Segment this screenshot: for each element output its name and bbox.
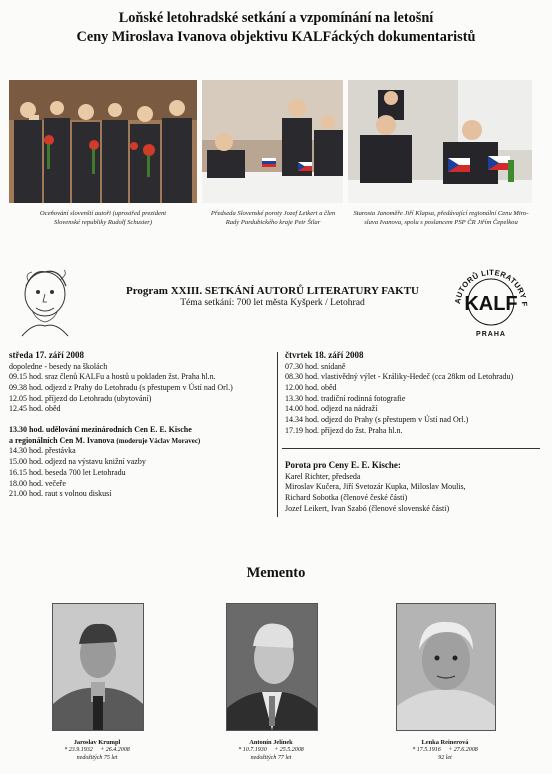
- portrait-antonin-jelinek: [226, 603, 318, 731]
- day1-item: 18.00 hod. večeře: [9, 478, 66, 488]
- program-title: Program XXIII. SETKÁNÍ AUTORŮ LITERATURY FAKTU: [126, 285, 419, 297]
- kalf-logo-center-text: KALF: [464, 293, 518, 315]
- photo-caption-3-line-1: Starosta Janoměře Jiří Klapsa, předávající regionální Cenu Miro-: [353, 210, 529, 217]
- kalf-logo-emblem: [448, 260, 534, 342]
- portrait-3-note: 92 let: [438, 755, 452, 761]
- day2-heading: čtvrtek 18. září 2008: [285, 350, 364, 360]
- day2-item: 13.30 hod. tradiční rodinná fotografie: [285, 393, 406, 403]
- photo-award-winners: [9, 80, 197, 203]
- portrait-2-name: Antonín Jelínek: [249, 739, 293, 746]
- photo-caption-2: [198, 210, 348, 227]
- day2-item: 14.34 hod. odjezd do Prahy (s přestupem v Ústí nad Orl.): [285, 415, 469, 425]
- sketch-portrait-logo: [14, 264, 76, 340]
- portrait-1-dates: * 23.9.1932 + 26.4.2008: [64, 747, 130, 753]
- portrait-3-dates: * 17.5.1916 + 27.6.2008: [412, 747, 478, 753]
- photo-caption-1-line-1: Oceňování slovenští autoři (uprostřed prezident: [39, 210, 167, 217]
- photo-slovak-jury: [202, 80, 343, 203]
- portrait-lenka-reinerova-image: [397, 604, 495, 730]
- portrait-1-note: nedožitých 75 let: [76, 755, 118, 761]
- portrait-jaroslav-krumpl-image: [53, 604, 143, 730]
- day2-item: 17.19 hod. příjezd do žst. Praha hl.n.: [285, 425, 403, 435]
- jury-section: [285, 460, 545, 514]
- portrait-2-dates: * 10.7.1930 + 25.5.2008: [238, 747, 304, 753]
- jury-line: Jozef Leikert, Ivan Szabó (členové slovenské části): [285, 503, 450, 513]
- title-line-1: Loňské letohradské setkání a vzpomínání na letošní: [118, 10, 434, 26]
- jury-line: Richard Sobotka (členové české části): [285, 492, 408, 502]
- photo-slovak-jury-image: [202, 80, 343, 203]
- day1-item: 15.00 hod. odjezd na výstavu knižní vazby: [9, 457, 146, 467]
- portrait-3-name: Lenka Reinerová: [421, 739, 469, 746]
- photo-caption-3: [346, 210, 536, 227]
- day2-item: 07.30 hod. snídaně: [285, 361, 346, 371]
- day1-spacer: [9, 415, 271, 425]
- photo-caption-3-line-2: slava Ivanova, spolu s poslancem PSP ČR Jiřím Čepelkou: [364, 218, 518, 226]
- day1-item: 14.30 hod. přestávka: [9, 446, 76, 456]
- day1-item: 12.05 hod. příjezd do Letohradu (ubytování): [9, 393, 152, 403]
- day2-item: 14.00 hod. odjezd na nádraží: [285, 404, 378, 414]
- day1-award-line-2: [9, 436, 271, 447]
- day2-item: 12.00 hod. oběd: [285, 382, 337, 392]
- day1-award-line-2-text: a regionálních Cen M. Ivanova: [9, 435, 115, 445]
- kalf-logo: [448, 260, 534, 342]
- page-title: [0, 9, 552, 47]
- day1-item: dopoledne - besedy na školách: [9, 361, 108, 371]
- portrait-1-name: Jaroslav Krumpl: [73, 739, 121, 746]
- day1-item: 16.15 hod. beseda 700 let Letohradu: [9, 467, 126, 477]
- photo-caption-2-line-2: Rady Pardubického kraje Petr Šilar: [225, 218, 321, 226]
- column-divider: [277, 352, 278, 517]
- day2-item: 08.30 hod. vlastivědný výlet - Králiky-Hedeč (cca 28km od Letohradu): [285, 372, 514, 382]
- day1-heading: středa 17. září 2008: [9, 350, 84, 360]
- photo-caption-1-line-2: Slovenské republiky Rudolf Schuster): [53, 218, 153, 226]
- photo-award-winners-image: [9, 80, 197, 203]
- portrait-lenka-reinerova: [396, 603, 496, 731]
- kalf-logo-bottom-text: PRAHA: [476, 331, 506, 338]
- photo-mayor-and-deputy: [348, 80, 532, 203]
- jury-line: Miroslav Kučera, Jiří Svetozár Kupka, Miloslav Moulis,: [285, 482, 466, 492]
- day1-item: 12.45 hod. oběd: [9, 404, 61, 414]
- photo-caption-2-line-1: Předseda Slovenské poroty Jozef Leikert a člen: [210, 210, 336, 217]
- photo-mayor-and-deputy-image: [348, 80, 532, 203]
- portrait-antonin-jelinek-image: [227, 604, 317, 730]
- day1-award-note: (moderuje Václav Moravec): [116, 436, 201, 445]
- day2-program: [285, 350, 545, 436]
- title-line-2: Ceny Miroslava Ivanova objektivu KALFáckých dokumentaristů: [76, 29, 476, 45]
- sketch-portrait-icon: [14, 264, 76, 340]
- day1-item: 21.00 hod. raut s volnou diskusí: [9, 489, 112, 499]
- photo-caption-1: [9, 210, 197, 227]
- day1-item: 09.15 hod. sraz členů KALFu a hostů u pokladen žst. Praha hl.n.: [9, 372, 216, 382]
- day1-award-line-1: 13.30 hod. udělování mezinárodních Cen E. E. Kische: [9, 425, 192, 435]
- program-subtitle: Téma setkání: 700 let města Kyšperk / Letohrad: [180, 297, 365, 308]
- portrait-2-note: nedožitých 77 let: [250, 755, 292, 761]
- jury-divider: [282, 448, 540, 449]
- jury-heading: Porota pro Ceny E. E. Kische:: [285, 460, 401, 470]
- day1-program: [9, 350, 271, 500]
- jury-line: Karel Richter, předseda: [285, 471, 361, 481]
- portrait-jaroslav-krumpl: [52, 603, 144, 731]
- day1-item: 09.38 hod. odjezd z Prahy do Letohradu (s přestupem v Ústí nad Orl.): [9, 382, 233, 392]
- kalf-logo-ring-text: AUTORŮ LITERATURY F: [453, 267, 530, 307]
- memento-title: Memento: [246, 565, 306, 581]
